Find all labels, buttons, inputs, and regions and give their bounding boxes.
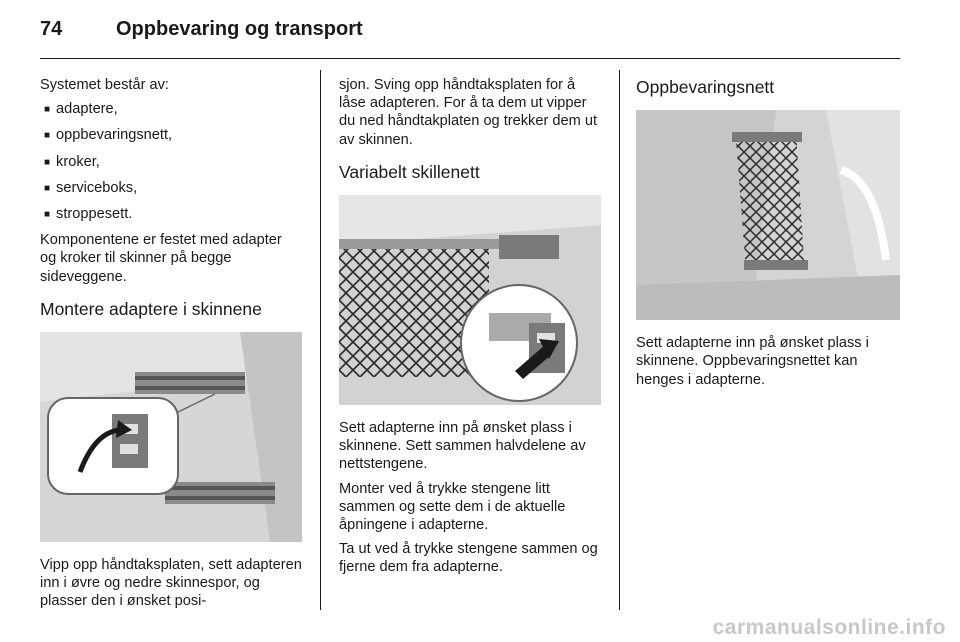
column-divider-1 [320,70,321,610]
list-item: ■ kroker, [44,153,302,173]
list-item: ■ stroppesett. [44,205,302,225]
section-heading: Oppbevaringsnett [636,77,775,97]
column-2 [339,76,601,583]
page-number: 74 [40,18,63,40]
partition-net-illustration [339,195,601,405]
body-text: Sett adapterne inn på ønsket plass i skinnene. Sett sammen halvdelene av nettstengene. [339,420,586,473]
adapter-illustration [40,332,302,542]
intro-text: Systemet består av: [40,77,169,93]
column-divider-2 [619,70,620,610]
body-text: Ta ut ved å trykke stengene sammen og fjerne dem fra adapterne. [339,541,598,576]
header-rule [40,58,900,59]
body-text: Sett adapterne inn på ønsket plass i skinnene. Oppbevaringsnettet kan henges i adapterne. [636,335,869,388]
body-text: sjon. Sving opp håndtaksplaten for å låse adapteren. For å ta dem ut vipper du ned håndtakplaten og trekker dem ut av skinnen. [339,77,597,148]
watermark: carmanualsonline.info [712,616,946,639]
body-text: Komponentene er festet med adapter og kroker til skinner på begge sideveggene. [40,232,282,285]
storage-net-illustration [636,110,900,320]
component-list [40,100,302,225]
list-item: ■ oppbevaringsnett, [44,126,302,146]
body-text: Monter ved å trykke stengene litt sammen og sette dem i de aktuelle åpningene i adapterne. [339,480,566,534]
body-text: Vipp opp håndtaksplaten, sett adapteren inn i øvre og nedre skinnespor, og plasser den i ønsket posi- [40,557,302,610]
page-title: Oppbevaring og transport [116,18,363,40]
list-item: ■ adaptere, [44,100,302,120]
page-header [40,18,363,41]
list-item: ■ serviceboks, [44,179,302,199]
column-3 [636,76,898,395]
column-1 [40,76,302,617]
section-heading: Variabelt skillenett [339,161,480,182]
section-heading: Montere adaptere i skinnene [40,298,262,319]
